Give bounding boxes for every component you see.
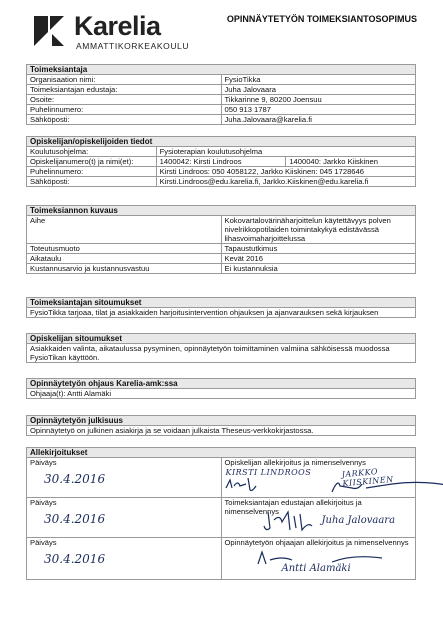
section-heading: Opiskelijan sitoumukset [27,334,416,344]
field-value: Kirsti Lindroos: 050 4058122, Jarkko Kiiskinen: 045 1728646 [156,167,415,177]
handwritten-name: JARKKO KIISKINEN [340,467,394,489]
field-value: Kevät 2016 [221,254,416,264]
field-label: Aihe [27,216,222,244]
section-ohjaus [26,378,416,399]
field-label: Kustannusarvio ja kustannusvastuu [27,264,222,274]
handwritten-date: 30.4.2016 [44,472,106,486]
handwritten-name: KIRSTI LINDROOS [225,468,312,477]
section-toimeksiantajan-sitoumukset [26,297,416,318]
field-value: Juha Jalovaara [221,85,416,95]
section-heading: Toimeksiannon kuvaus [27,206,416,216]
handwritten-date: 30.4.2016 [44,512,106,526]
field-value: Fysioterapian koulutusohjelma [156,147,415,157]
section-toimeksiantaja [26,64,416,125]
field-value: Juha.Jalovaara@karelia.fi [221,115,416,125]
field-label: Toteutusmuoto [27,244,222,254]
date-cell [27,498,222,538]
signature-scribble [222,474,443,498]
field-value: 1400040: Jarkko Kiiskinen [286,157,416,167]
field-value: Ei kustannuksia [221,264,416,274]
field-label: Puhelinnumero: [27,105,222,115]
signature-cell [221,498,416,538]
section-heading: Toimeksiantajan sitoumukset [27,298,416,308]
field-label: Toimeksiantajan edustaja: [27,85,222,95]
field-label: Osoite: [27,95,222,105]
field-value: Kokovartalovärinäharjoittelun käytettävyys polven nivelrikkopotilaiden toimintakykyä edistävässä lihasvoimaharjoittelussa [221,216,416,244]
signature-label: Opiskelijan allekirjoitus ja nimenselvennys [224,458,366,467]
section-allekirjoitukset [26,447,416,580]
field-value: 1400042: Kirsti Lindroos [156,157,286,167]
date-cell [27,538,222,580]
field-label: Puhelinnumero: [27,167,157,177]
document-title: OPINNÄYTETYÖN TOIMEKSIANTOSOPIMUS [226,14,417,24]
section-kuvaus [26,205,416,274]
section-heading: Allekirjoitukset [27,448,416,458]
signature-cell [221,538,416,580]
date-cell [27,458,222,498]
section-julkisuus [26,415,416,436]
karelia-logo [30,10,190,54]
section-heading: Toimeksiantaja [27,65,416,75]
section-text: Asiakkaiden valinta, aikataulussa pysyminen, opinnäytetyön toimittaminen valmiina sähköisessä muodossa FysioTikan käyttöön. [27,344,416,363]
section-heading: Opinnäytetyön julkisuus [27,416,416,426]
section-heading: Opinnäytetyön ohjaus Karelia-amk:ssa [27,379,416,389]
karelia-logo-mark-icon [30,12,68,50]
field-value: Tikkarinne 9, 80200 Joensuu [221,95,416,105]
section-text: Ohjaaja(t): Antti Alamäki [27,389,416,399]
field-label: Sähköposti: [27,177,157,187]
field-value: Kirsti.Lindroos@edu.karelia.fi, Jarkko.Kiiskinen@edu.karelia.fi [156,177,415,187]
field-label: Sähköposti: [27,115,222,125]
field-value: 050 913 1787 [221,105,416,115]
field-label: Organisaation nimi: [27,75,222,85]
signature-label: Toimeksiantajan edustajan allekirjoitus ja nimenselvennys [224,498,362,516]
handwritten-name: Antti Alamäki [281,563,351,574]
signature-cell [221,458,416,498]
field-label: Aikataulu [27,254,222,264]
date-label: Päiväys [30,498,57,507]
brand-subtitle: AMMATTIKORKEAKOULU [76,41,190,51]
field-label: Koulutusohjelma: [27,147,157,157]
field-label: Opiskelijanumero(t) ja nimi(et): [27,157,157,167]
field-value: FysioTikka [221,75,416,85]
brand-name: Karelia [74,11,161,41]
handwritten-name: Juha Jalovaara [321,515,396,526]
section-opiskelija [26,136,416,187]
handwritten-date: 30.4.2016 [44,552,106,566]
date-label: Päiväys [30,538,57,547]
section-heading: Opiskelijan/opiskelijoiden tiedot [27,137,416,147]
date-label: Päiväys [30,458,57,467]
section-opiskelijan-sitoumukset [26,333,416,363]
section-text: Opinnäytetyö on julkinen asiakirja ja se voidaan julkaista Theseus-verkkokirjastossa. [27,426,416,436]
field-value: Tapaustutkimus [221,244,416,254]
signature-label: Opinnäytetyön ohjaajan allekirjoitus ja nimenselvennys [224,538,409,547]
section-text: FysioTikka tarjoaa, tilat ja asiakkaiden harjoitusintervention ohjauksen ja ajanvarauksen sekä kirjauksen [27,308,416,318]
